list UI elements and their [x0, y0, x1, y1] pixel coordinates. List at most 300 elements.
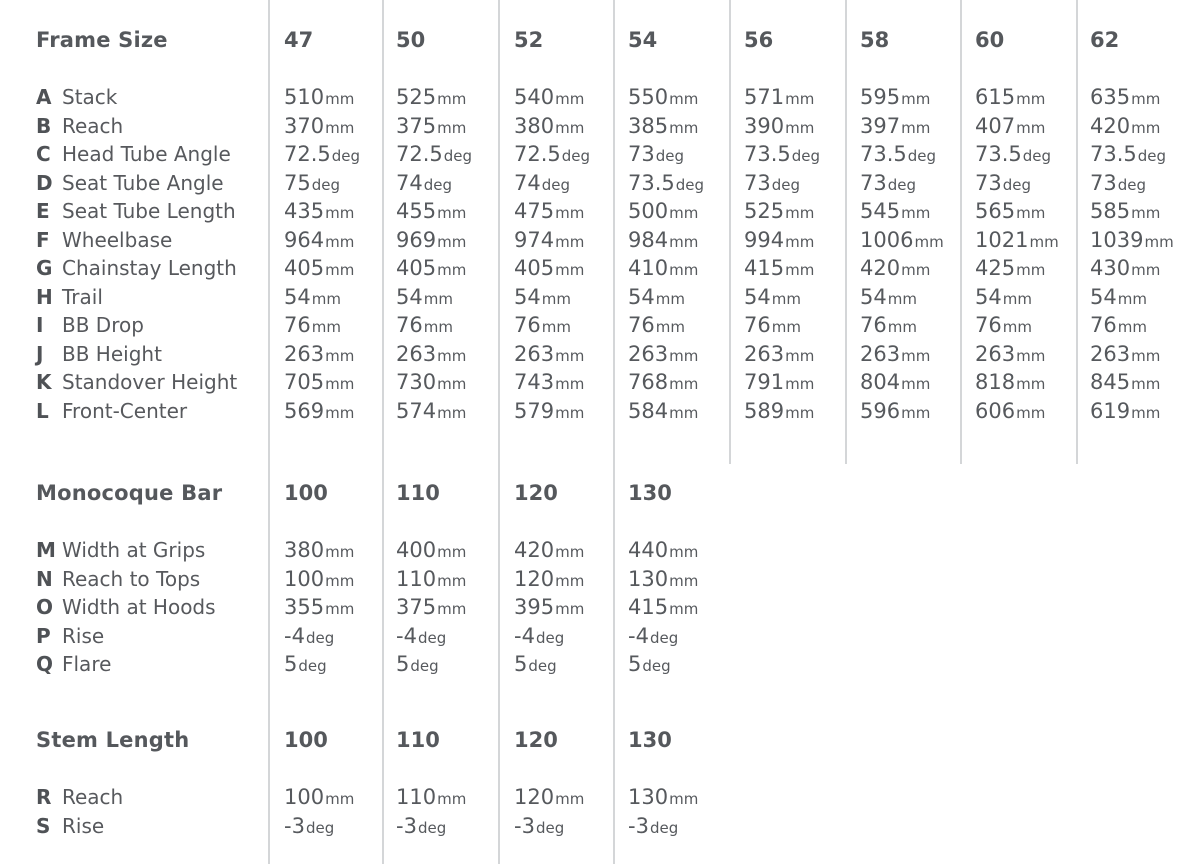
row-label	[36, 399, 187, 423]
size-column-header: 52	[514, 28, 544, 52]
measurement-unit: mm	[771, 318, 801, 336]
measurement-value: 5	[284, 652, 298, 676]
measurement-unit: mm	[887, 318, 917, 336]
row-letter: P	[36, 623, 51, 648]
measurement-unit: mm	[1029, 232, 1059, 251]
measurement-unit: mm	[437, 232, 467, 251]
size-column-header: 60	[975, 28, 1005, 52]
measurement-value: 130	[628, 785, 669, 809]
measurement-value: 75	[284, 170, 311, 195]
measurement-unit: deg	[1002, 175, 1032, 194]
row-name: Reach	[62, 113, 124, 138]
row-name: Seat Tube Length	[62, 199, 236, 223]
size-column-header: 54	[628, 28, 658, 52]
measurement-value: 804	[860, 370, 901, 394]
row-name: BB Drop	[62, 313, 144, 337]
measurement-cell	[975, 171, 1031, 195]
measurement-unit: mm	[325, 261, 355, 279]
row-name: Reach to Tops	[62, 566, 201, 591]
measurement-unit: mm	[437, 571, 467, 590]
measurement-unit: mm	[325, 118, 355, 137]
measurement-cell	[514, 85, 584, 109]
measurement-value: 475	[514, 199, 555, 223]
stem-length-heading: Stem Length	[36, 728, 190, 752]
row-name: Rise	[62, 813, 105, 838]
row-label	[36, 256, 237, 280]
measurement-cell	[396, 342, 466, 366]
measurement-unit: mm	[437, 90, 467, 108]
row-label	[36, 624, 104, 648]
measurement-unit: deg	[675, 175, 705, 194]
row-letter: A	[36, 85, 52, 109]
measurement-value: 263	[860, 341, 901, 366]
measurement-cell	[975, 399, 1045, 423]
measurement-cell	[514, 199, 584, 223]
measurement-unit: mm	[423, 289, 453, 308]
measurement-unit: deg	[649, 818, 679, 837]
measurement-unit: mm	[325, 204, 355, 222]
measurement-unit: deg	[887, 175, 917, 194]
measurement-value: 72.5	[284, 142, 331, 166]
measurement-value: 263	[744, 341, 785, 366]
measurement-value: -4	[396, 623, 417, 648]
measurement-value: 100	[284, 566, 325, 591]
measurement-value: 395	[514, 595, 555, 619]
measurement-cell	[1090, 342, 1160, 366]
measurement-cell	[1090, 85, 1160, 109]
size-column-header: 56	[744, 28, 774, 52]
measurement-cell	[1090, 142, 1166, 166]
row-letter: H	[36, 284, 53, 309]
measurement-unit: deg	[1022, 147, 1052, 165]
row-letter: O	[36, 595, 54, 619]
measurement-unit: mm	[1131, 118, 1161, 137]
measurement-value: -4	[628, 623, 649, 648]
measurement-unit: mm	[1016, 118, 1046, 137]
row-letter: Q	[36, 652, 54, 676]
measurement-value: 435	[284, 199, 325, 223]
row-label	[36, 370, 237, 394]
measurement-unit: mm	[437, 600, 467, 618]
measurement-cell	[975, 256, 1045, 280]
measurement-cell	[396, 199, 466, 223]
measurement-cell	[284, 228, 354, 252]
size-column-header: 110	[396, 481, 440, 505]
measurement-value: 705	[284, 370, 325, 394]
table-row	[0, 142, 1200, 171]
measurement-unit: deg	[655, 147, 685, 165]
measurement-cell	[860, 399, 930, 423]
measurement-cell	[1090, 313, 1147, 337]
measurement-value: 619	[1090, 398, 1131, 423]
measurement-value: 768	[628, 370, 669, 394]
measurement-unit: mm	[325, 375, 355, 393]
row-letter: I	[36, 313, 44, 337]
measurement-unit: deg	[642, 657, 671, 675]
measurement-unit: mm	[1131, 346, 1161, 365]
measurement-value: 390	[744, 113, 785, 138]
measurement-unit: mm	[555, 232, 585, 251]
measurement-cell	[860, 228, 944, 252]
table-row	[0, 399, 1200, 428]
measurement-value: -4	[514, 623, 535, 648]
measurement-unit: deg	[298, 657, 327, 675]
measurement-value: 54	[1090, 284, 1117, 309]
row-label	[36, 171, 224, 195]
measurement-unit: mm	[1002, 318, 1032, 336]
measurement-value: 263	[1090, 341, 1131, 366]
measurement-value: 74	[396, 170, 423, 195]
measurement-value: 74	[514, 170, 541, 195]
row-label	[36, 114, 123, 138]
measurement-unit: mm	[655, 289, 685, 308]
measurement-unit: mm	[901, 261, 931, 279]
measurement-cell	[396, 814, 446, 838]
measurement-unit: mm	[555, 118, 585, 137]
size-column-header: 100	[284, 728, 328, 752]
measurement-value: 571	[744, 85, 785, 109]
measurement-unit: mm	[914, 232, 944, 251]
measurement-cell	[284, 171, 340, 195]
measurement-unit: mm	[669, 232, 699, 251]
measurement-cell	[744, 256, 814, 280]
measurement-cell	[1090, 370, 1160, 394]
measurement-cell	[628, 142, 684, 166]
measurement-value: 540	[514, 85, 555, 109]
row-letter: J	[36, 341, 44, 366]
measurement-value: 430	[1090, 256, 1131, 280]
measurement-unit: deg	[443, 147, 473, 165]
measurement-cell	[975, 199, 1045, 223]
measurement-value: 73.5	[744, 142, 791, 166]
measurement-unit: mm	[311, 289, 341, 308]
measurement-value: 73.5	[1090, 142, 1137, 166]
row-name: Flare	[62, 652, 112, 676]
row-label	[36, 313, 144, 337]
row-letter: M	[36, 538, 56, 562]
measurement-unit: mm	[785, 90, 815, 108]
measurement-value: 76	[514, 313, 541, 337]
measurement-value: 5	[628, 652, 642, 676]
measurement-value: 76	[1090, 313, 1117, 337]
row-letter: S	[36, 813, 51, 838]
measurement-unit: deg	[535, 818, 565, 837]
table-row	[0, 199, 1200, 228]
measurement-cell	[628, 538, 698, 562]
measurement-value: 595	[860, 85, 901, 109]
measurement-unit: deg	[528, 657, 557, 675]
measurement-unit: mm	[655, 318, 685, 336]
size-column-header: 120	[514, 481, 558, 505]
row-letter: G	[36, 256, 53, 280]
measurement-cell	[628, 785, 698, 809]
measurement-unit: mm	[541, 289, 571, 308]
measurement-value: 500	[628, 199, 669, 223]
measurement-unit: mm	[325, 543, 355, 561]
measurement-value: 263	[628, 341, 669, 366]
measurement-cell	[975, 342, 1045, 366]
row-label	[36, 342, 162, 366]
measurement-unit: deg	[1117, 175, 1147, 194]
measurement-cell	[396, 652, 439, 676]
row-letter: B	[36, 113, 52, 138]
row-name: Width at Hoods	[62, 595, 216, 619]
measurement-unit: mm	[669, 600, 699, 618]
table-row	[0, 567, 1200, 596]
measurement-cell	[628, 814, 678, 838]
measurement-cell	[744, 142, 820, 166]
measurement-cell	[396, 595, 466, 619]
measurement-value: -3	[284, 813, 305, 838]
measurement-cell	[628, 256, 698, 280]
row-name: Standover Height	[62, 370, 238, 394]
table-row	[0, 114, 1200, 143]
size-column-header: 47	[284, 28, 314, 52]
measurement-unit: deg	[561, 147, 591, 165]
measurement-value: 550	[628, 85, 669, 109]
measurement-unit: mm	[669, 346, 699, 365]
measurement-unit: mm	[1016, 375, 1046, 393]
measurement-unit: deg	[423, 175, 453, 194]
measurement-cell	[514, 256, 584, 280]
measurement-unit: mm	[325, 90, 355, 108]
measurement-unit: mm	[1131, 90, 1161, 108]
measurement-cell	[284, 342, 354, 366]
measurement-value: 73	[975, 170, 1002, 195]
measurement-cell	[284, 595, 354, 619]
measurement-cell	[396, 567, 466, 591]
measurement-unit: mm	[555, 346, 585, 365]
row-label	[36, 814, 104, 838]
measurement-cell	[628, 285, 685, 309]
measurement-unit: deg	[305, 818, 335, 837]
row-label	[36, 85, 117, 109]
measurement-unit: mm	[437, 375, 467, 393]
measurement-value: 110	[396, 785, 437, 809]
measurement-cell	[514, 114, 584, 138]
size-column-header: 62	[1090, 28, 1120, 52]
measurement-value: 606	[975, 398, 1016, 423]
measurement-value: 73.5	[975, 142, 1022, 166]
measurement-cell	[744, 85, 814, 109]
measurement-cell	[514, 142, 590, 166]
measurement-cell	[514, 624, 564, 648]
measurement-cell	[628, 85, 698, 109]
table-row	[0, 652, 1200, 681]
measurement-value: 407	[975, 113, 1016, 138]
measurement-cell	[628, 313, 685, 337]
measurement-value: 1021	[975, 227, 1029, 252]
measurement-cell	[975, 370, 1045, 394]
measurement-cell	[396, 399, 466, 423]
measurement-cell	[396, 624, 446, 648]
measurement-unit: mm	[785, 346, 815, 365]
table-row	[0, 313, 1200, 342]
measurement-value: 743	[514, 370, 555, 394]
measurement-cell	[628, 114, 698, 138]
row-name: Stack	[62, 85, 118, 109]
measurement-value: 54	[396, 284, 423, 309]
measurement-unit: mm	[669, 571, 699, 590]
measurement-unit: deg	[791, 147, 821, 165]
measurement-cell	[1090, 285, 1147, 309]
measurement-unit: mm	[1016, 204, 1046, 222]
measurement-cell	[1090, 256, 1160, 280]
measurement-unit: mm	[1117, 289, 1147, 308]
measurement-value: 73	[628, 142, 655, 166]
measurement-cell	[628, 399, 698, 423]
row-name: Reach	[62, 785, 124, 809]
measurement-unit: mm	[555, 790, 585, 808]
table-row	[0, 624, 1200, 653]
size-column-header: 130	[628, 728, 672, 752]
row-label	[36, 567, 200, 591]
measurement-value: 72.5	[396, 142, 443, 166]
measurement-cell	[284, 624, 334, 648]
measurement-value: 72.5	[514, 142, 561, 166]
measurement-unit: deg	[417, 818, 447, 837]
measurement-value: 405	[396, 256, 437, 280]
row-label	[36, 142, 231, 166]
measurement-value: 120	[514, 566, 555, 591]
measurement-value: 5	[514, 652, 528, 676]
measurement-cell	[975, 114, 1045, 138]
measurement-cell	[860, 313, 917, 337]
measurement-cell	[396, 256, 466, 280]
measurement-value: 76	[975, 313, 1002, 337]
measurement-unit: mm	[555, 375, 585, 393]
measurement-unit: mm	[785, 375, 815, 393]
measurement-unit: mm	[771, 289, 801, 308]
measurement-unit: mm	[901, 375, 931, 393]
measurement-cell	[514, 228, 584, 252]
measurement-cell	[284, 199, 354, 223]
measurement-unit: mm	[901, 403, 931, 422]
measurement-cell	[744, 342, 814, 366]
row-label	[36, 285, 103, 309]
measurement-unit: deg	[305, 628, 335, 647]
measurement-unit: mm	[669, 118, 699, 137]
measurement-cell	[628, 370, 698, 394]
measurement-cell	[284, 538, 354, 562]
measurement-value: 415	[744, 256, 785, 280]
row-label	[36, 785, 123, 809]
measurement-cell	[628, 228, 698, 252]
measurement-cell	[284, 370, 354, 394]
measurement-unit: mm	[785, 118, 815, 137]
measurement-cell	[628, 652, 671, 676]
measurement-cell	[860, 370, 930, 394]
measurement-cell	[514, 342, 584, 366]
row-name: Seat Tube Angle	[62, 170, 224, 195]
measurement-cell	[514, 313, 571, 337]
measurement-value: 355	[284, 595, 325, 619]
measurement-value: 994	[744, 227, 785, 252]
measurement-value: 565	[975, 199, 1016, 223]
measurement-unit: mm	[1117, 318, 1147, 336]
measurement-value: 845	[1090, 370, 1131, 394]
size-column-header: 100	[284, 481, 328, 505]
measurement-value: 370	[284, 113, 325, 138]
measurement-unit: mm	[437, 790, 467, 808]
measurement-value: 76	[396, 313, 423, 337]
measurement-unit: mm	[437, 403, 467, 422]
measurement-cell	[284, 399, 354, 423]
measurement-unit: mm	[437, 543, 467, 561]
measurement-unit: mm	[555, 571, 585, 590]
measurement-value: 818	[975, 370, 1016, 394]
measurement-value: 974	[514, 227, 555, 252]
row-letter: E	[36, 199, 50, 223]
row-letter: F	[36, 227, 50, 252]
measurement-cell	[975, 142, 1051, 166]
measurement-unit: mm	[1144, 232, 1174, 251]
measurement-cell	[860, 199, 930, 223]
measurement-unit: mm	[1131, 204, 1161, 222]
measurement-unit: mm	[669, 543, 699, 561]
measurement-value: 545	[860, 199, 901, 223]
row-letter: K	[36, 370, 52, 394]
row-name: Rise	[62, 623, 105, 648]
measurement-cell	[860, 142, 936, 166]
measurement-cell	[514, 370, 584, 394]
row-label	[36, 199, 236, 223]
monocoque-bar-heading: Monocoque Bar	[36, 481, 223, 505]
measurement-cell	[744, 285, 801, 309]
measurement-value: 375	[396, 113, 437, 138]
table-row	[0, 814, 1200, 843]
measurement-unit: deg	[410, 657, 439, 675]
measurement-unit: deg	[649, 628, 679, 647]
table-row	[0, 595, 1200, 624]
measurement-value: 76	[628, 313, 655, 337]
measurement-unit: mm	[325, 232, 355, 251]
measurement-unit: mm	[325, 346, 355, 365]
measurement-value: 397	[860, 113, 901, 138]
table-row	[0, 256, 1200, 285]
measurement-unit: mm	[1016, 403, 1046, 422]
table-row	[0, 342, 1200, 371]
measurement-unit: mm	[423, 318, 453, 336]
row-name: Chainstay Length	[62, 256, 237, 280]
measurement-unit: mm	[785, 261, 815, 279]
measurement-value: 73.5	[860, 142, 907, 166]
measurement-value: 415	[628, 595, 669, 619]
measurement-cell	[628, 567, 698, 591]
measurement-cell	[744, 228, 814, 252]
measurement-cell	[744, 114, 814, 138]
measurement-unit: mm	[555, 543, 585, 561]
measurement-unit: mm	[541, 318, 571, 336]
measurement-unit: mm	[555, 600, 585, 618]
measurement-value: 405	[284, 256, 325, 280]
measurement-unit: mm	[437, 346, 467, 365]
measurement-value: 263	[396, 341, 437, 366]
measurement-unit: mm	[555, 204, 585, 222]
measurement-cell	[860, 114, 930, 138]
measurement-cell	[396, 142, 472, 166]
measurement-unit: deg	[331, 147, 361, 165]
measurement-cell	[514, 595, 584, 619]
measurement-value: 410	[628, 256, 669, 280]
measurement-value: 1006	[860, 227, 914, 252]
measurement-value: 400	[396, 538, 437, 562]
measurement-cell	[284, 814, 334, 838]
measurement-cell	[628, 595, 698, 619]
measurement-unit: deg	[771, 175, 801, 194]
measurement-cell	[975, 285, 1032, 309]
table-row	[0, 785, 1200, 814]
